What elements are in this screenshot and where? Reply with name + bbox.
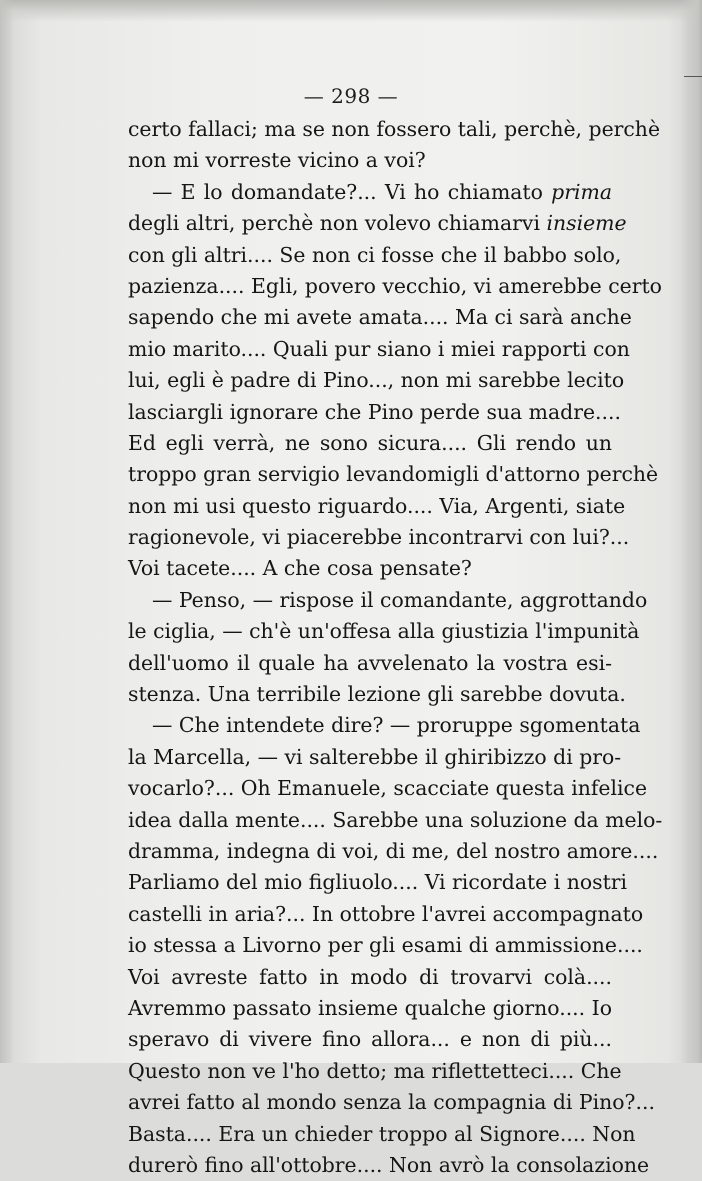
text-line: dell'uomo il quale ha avvelenato la vostra esi- — [128, 650, 612, 675]
text-line: — Che intendete dire? — proruppe sgomentata — [152, 713, 641, 738]
body-text — [128, 114, 663, 1181]
text-line: troppo gran servigio levandomigli d'attorno perchè — [128, 462, 659, 487]
text-line: con gli altri.... Se non ci fosse che il babbo solo, — [128, 242, 622, 267]
page-left-shadow — [0, 0, 14, 1063]
text-line: Avremmo passato insieme qualche giorno.... Io — [128, 995, 612, 1020]
text-line: castelli in aria?... In ottobre l'avrei accompagnato — [128, 901, 644, 926]
text-line: ragionevole, vi piacerebbe incontrarvi con lui?... — [128, 525, 630, 550]
text-line: dramma, indegna di voi, di me, del nostro amore.... — [128, 838, 659, 863]
page-right-shadow — [680, 0, 702, 1063]
italic-word: insieme — [546, 211, 627, 236]
text-line: non mi usi questo riguardo.... Via, Argenti, siate — [128, 493, 626, 518]
text-line: avrei fatto al mondo senza la compagnia di Pino?... — [128, 1090, 655, 1115]
text-line: Ed egli verrà, ne sono sicura.... Gli rendo un — [128, 430, 612, 455]
text-segment: — E lo domandate?... Vi ho chiamato — [152, 179, 543, 204]
text-line: Voi avreste fatto in modo di trovarvi colà.... — [128, 964, 612, 989]
text-line: lasciargli ignorare che Pino perde sua madre.... — [128, 399, 621, 424]
text-line: la Marcella, — vi salterebbe il ghiribizzo di pro- — [128, 744, 622, 769]
text-line: io stessa a Livorno per gli esami di ammissione.... — [128, 933, 643, 958]
text-line: lui, egli è padre di Pino..., non mi sarebbe lecito — [128, 368, 625, 393]
text-line: stenza. Una terribile lezione gli sarebbe dovuta. — [128, 682, 626, 707]
text-line: mio marito.... Quali pur siano i miei rapporti con — [128, 336, 630, 361]
text-line: — Penso, — rispose il comandante, aggrottando — [152, 587, 648, 612]
text-line: speravo di vivere fino allora... e non di più... — [128, 1027, 612, 1052]
text-line: certo fallaci; ma se non fossero tali, perchè, perchè — [128, 117, 661, 141]
text-line: Parliamo del mio figliuolo.... Vi ricordate i nostri — [128, 870, 628, 895]
text-line: Questo non ve l'ho detto; ma riflettetteci.... Che — [128, 1058, 622, 1083]
text-line: vocarlo?... Oh Emanuele, scacciate questa infelice — [128, 776, 648, 801]
text-segment: degli altri, perchè non volevo chiamarvi — [128, 211, 540, 236]
margin-mark — [684, 76, 702, 77]
text-line: Voi tacete.... A che cosa pensate? — [128, 556, 472, 581]
page-top-shadow — [0, 0, 702, 22]
italic-word: prima — [551, 179, 612, 204]
text-line: pazienza.... Egli, povero vecchio, vi amerebbe certo — [128, 273, 662, 298]
text-line — [128, 208, 627, 239]
page-number: — 298 — — [303, 84, 399, 108]
text-line: durerò fino all'ottobre.... Non avrò la consolazione — [128, 1152, 650, 1177]
text-line: idea dalla mente.... Sarebbe una soluzione da melo- — [128, 807, 663, 832]
text-line: non mi vorreste vicino a voi? — [128, 148, 426, 173]
text-line: sapendo che mi avete amata.... Ma ci sarà anche — [128, 305, 632, 330]
text-line: le ciglia, — ch'è un'offesa alla giustizia l'impunità — [128, 619, 640, 644]
text-line: Basta.... Era un chieder troppo al Signore.... Non — [128, 1121, 636, 1146]
text-line — [128, 177, 612, 208]
